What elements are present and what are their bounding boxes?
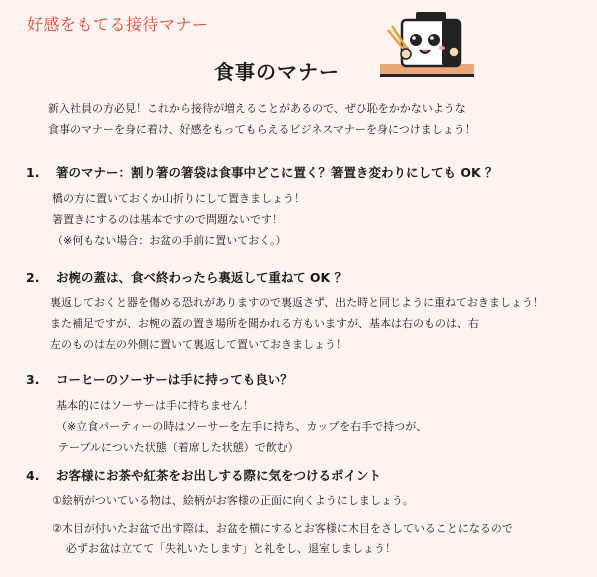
body-line: 基本的にはソーサーは手に持ちません！	[56, 399, 254, 412]
section-body-2	[50, 292, 544, 355]
section-heading-1	[26, 163, 498, 181]
section-heading-4	[26, 466, 381, 484]
intro-text	[48, 98, 476, 140]
body-line: ②木目が付いたお盆で出す際は、お盆を横にするとお客様に木目をさしていることになるので	[52, 522, 513, 535]
section-body-3	[56, 395, 427, 458]
section-title: 箸のマナー：割り箸の箸袋は食事中どこに置く？箸置き変わりにしても OK ？	[56, 165, 498, 180]
section-body-1	[52, 188, 305, 251]
body-line: 裏返しておくと器を傷める恐れがありますので裏返さず、出た時と同じように重ねておきましょう！	[50, 296, 544, 309]
page-title: 食事のマナー	[214, 60, 340, 84]
body-line: 箸置きにするのは基本ですので問題ないです！	[52, 213, 283, 226]
rice-cake-mascot-icon	[380, 10, 474, 82]
body-line: 橋の方に置いておくか山折りにして置きましょう！	[52, 192, 305, 205]
section-heading-2	[26, 268, 347, 286]
section-number: 2.	[26, 270, 40, 285]
section-title: コーヒーのソーサーは手に持っても良い？	[56, 372, 293, 387]
intro-line: 食事のマナーを身に着け、好感をもってもらえるビジネスマナーを身につけましょう！	[48, 123, 476, 136]
header-title: 好感をもてる接待マナー	[27, 15, 209, 34]
section-title: お客様にお茶や紅茶をお出しする際に気をつけるポイント	[56, 468, 382, 483]
body-line: ①絵柄がついている物は、絵柄がお客様の正面に向くようにしましょう。	[52, 494, 414, 507]
body-line: 左のものは左の外側に置いて裏返して置いておきましょう！	[50, 338, 347, 351]
section-body-4	[52, 491, 513, 559]
section-heading-3	[26, 370, 293, 388]
section-title: お椀の蓋は、食べ終わったら裏返して重ねて OK ？	[56, 270, 348, 285]
intro-line: 新入社員の方必見！これから接待が増えることがあるので、ぜひ恥をかかないような	[48, 102, 466, 115]
body-line: 必ずお盆は立てて「失礼いたします」と礼をし、退室しましょう！	[66, 542, 396, 555]
section-number: 3.	[26, 372, 40, 387]
section-number: 4.	[26, 468, 40, 483]
section-number: 1.	[26, 165, 40, 180]
body-line: （※何もない場合：お盆の手前に置いておく。）	[52, 234, 287, 247]
body-line: また補足ですが、お椀の蓋の置き場所を聞かれる方もいますが、基本は右のものは、右	[50, 317, 479, 330]
body-line: （※立食パーティーの時はソーサーを左手に持ち、カップを右手で持つが、	[56, 420, 428, 433]
body-line: テーブルについた状態（着席した状態）で飲む）	[58, 441, 299, 454]
